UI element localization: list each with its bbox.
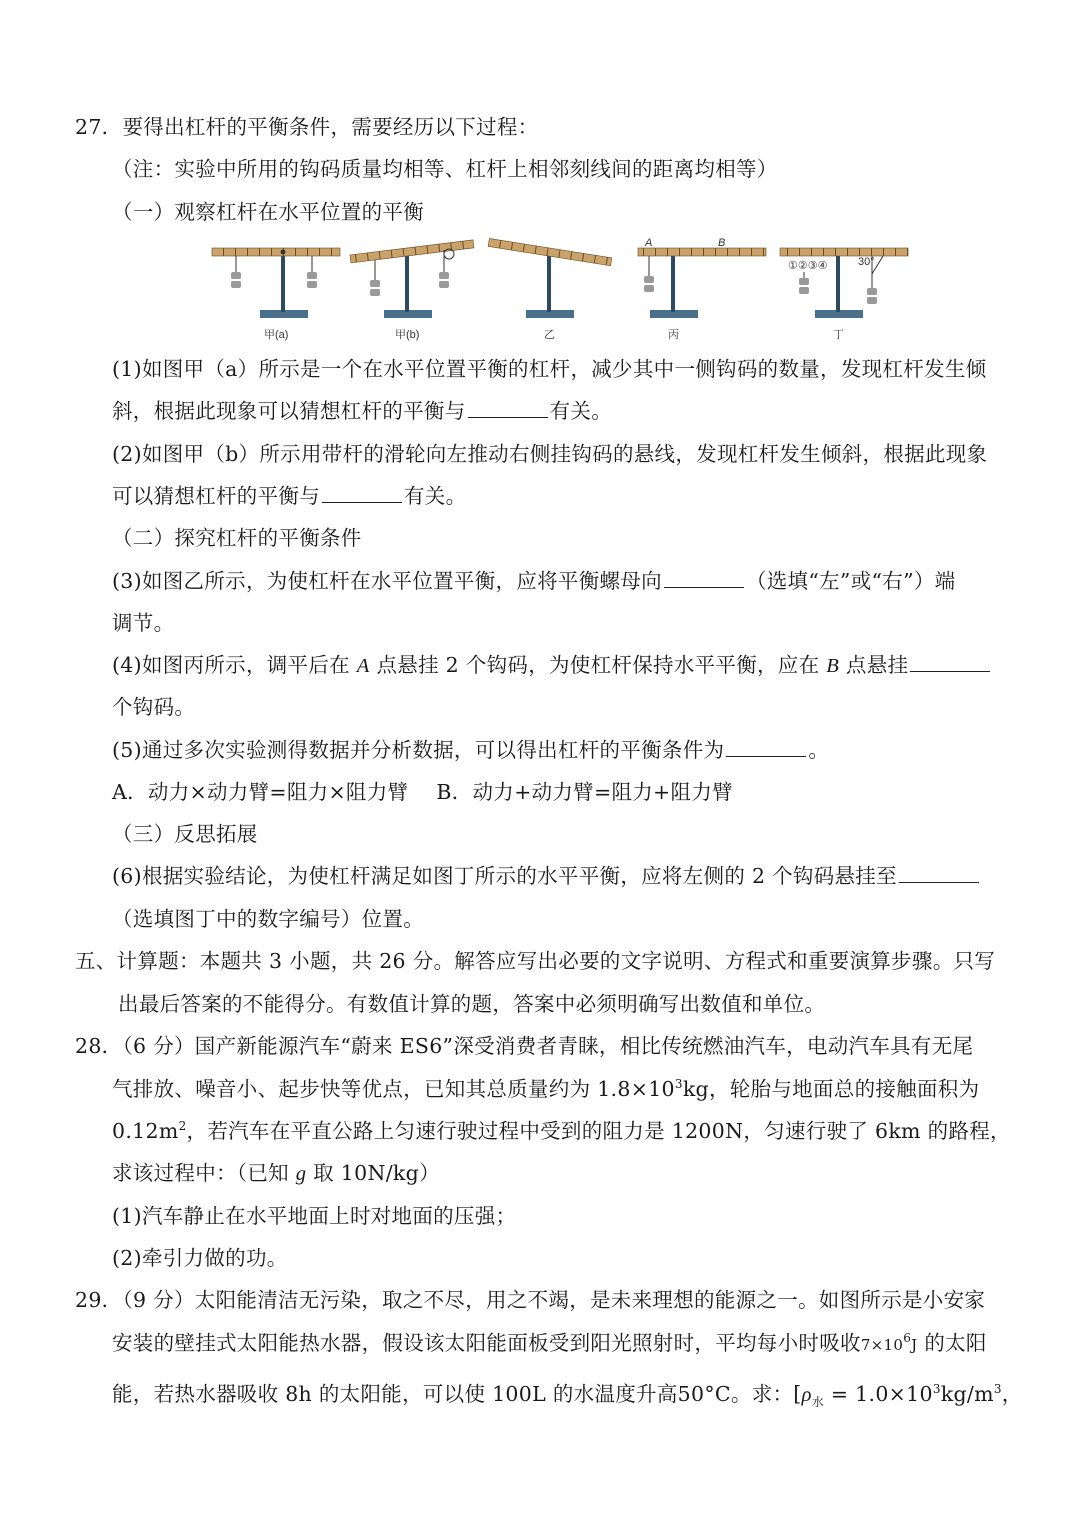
q27-p3-line2: 调节。 xyxy=(112,611,175,635)
label-yi: 乙 xyxy=(544,329,555,341)
figure-ding xyxy=(780,248,908,318)
q27-p2-line1: (2)如图甲（b）所示用带杆的滑轮向左推动右侧挂钩码的悬线，发现杠杆发生倾斜，根据此现象 xyxy=(112,442,988,466)
q27-p6-line2: （选填图丁中的数字编号）位置。 xyxy=(112,907,424,931)
option-a: A．动力×动力臂=阻力×阻力臂 xyxy=(112,780,409,804)
figure-yi xyxy=(488,239,612,318)
q27-p5: (5)通过多次实验测得数据并分析数据，可以得出杠杆的平衡条件为 。 xyxy=(112,738,830,762)
point-b-label: B xyxy=(718,237,726,249)
figure-bing xyxy=(638,237,766,318)
q27-p3-line1: (3)如图乙所示，为使杠杆在水平位置平衡，应将平衡螺母向 （选填“左”或“右”）端 xyxy=(112,569,956,593)
q27-section-1: （一）观察杠杆在水平位置的平衡 xyxy=(112,200,424,224)
q27-p6-line1: (6)根据实验结论，为使杠杆满足如图丁所示的水平平衡，应将左侧的 2 个钩码悬挂至 xyxy=(112,862,981,890)
q27-p4-line1: (4)如图丙所示，调平后在 A 点悬挂 2 个钩码，为使杠杆保持水平平衡，应在 B 点悬挂 xyxy=(112,651,992,680)
q27-p1-line1: (1)如图甲（a）所示是一个在水平位置平衡的杠杆，减少其中一侧钩码的数量，发现杠杆发生倾 xyxy=(112,357,987,381)
figure-jia-b xyxy=(350,240,474,318)
q28-line4: 求该过程中：（已知 g 取 10N/kg） xyxy=(112,1161,440,1185)
point-a-label: A xyxy=(645,237,653,249)
q29-line2: 安装的壁挂式太阳能热水器，假设该太阳能面板受到阳光照射时，平均每小时吸收$7\times 10^6J$ 的太阳 xyxy=(112,1331,987,1355)
section-5-line2: 出最后答案的不能得分。有数值计算的题，答案中必须明确写出数值和单位。 xyxy=(118,992,826,1016)
lever-experiment-figure xyxy=(200,232,920,344)
section-5-line1: 五、计算题：本题共 3 小题，共 26 分。解答应写出必要的文字说明、方程式和重要演算步骤。只写 xyxy=(75,949,996,973)
q27-p1-line2: 斜，根据此现象可以猜想杠杆的平衡与 有关。 xyxy=(112,399,613,423)
q28-sub2: (2)牵引力做的功。 xyxy=(112,1246,288,1270)
label-jia-a: 甲(a) xyxy=(264,329,289,341)
label-jia-b: 甲(b) xyxy=(395,329,420,341)
answer-blank-5[interactable] xyxy=(726,738,806,757)
q28-line3: $0.12m^2$，若汽车在平直公路上匀速行驶过程中受到的阻力是 1200N，匀速行驶了 6km 的路程， xyxy=(112,1119,1011,1143)
q27-p2-line2: 可以猜想杠杆的平衡与 有关。 xyxy=(112,484,467,508)
q27-section-2: （二）探究杠杆的平衡条件 xyxy=(112,526,362,550)
q28-line2: 气排放、噪音小、起步快等优点，已知其总质量约为 $1.8\times 10^3kg$，轮胎与地面总的接触面积为 xyxy=(112,1077,980,1101)
q29-line1: 29．（9 分）太阳能清洁无污染，取之不尽，用之不竭，是未来理想的能源之一。如图所示是小安家 xyxy=(75,1288,986,1312)
position-numbers: ①②③④ xyxy=(788,260,828,272)
option-b: B．动力+动力臂=阻力+阻力臂 xyxy=(436,780,733,804)
figure-jia-a xyxy=(212,248,340,318)
answer-blank-6[interactable] xyxy=(899,864,979,883)
answer-blank-1[interactable] xyxy=(468,399,548,418)
answer-blank-3[interactable] xyxy=(664,569,744,588)
q28-line1: 28．（6 分）国产新能源汽车“蔚来 ES6”深受消费者青睐，相比传统燃油汽车，电动汽车具有无尾 xyxy=(75,1034,974,1058)
q27-options xyxy=(112,778,733,806)
q27-section-3: （三）反思拓展 xyxy=(112,822,258,846)
label-bing: 丙 xyxy=(668,329,679,341)
q27-note: （注：实验中所用的钩码质量均相等、杠杆上相邻刻线间的距离均相等） xyxy=(112,157,778,181)
q27-p4-line2: 个钩码。 xyxy=(112,695,196,719)
answer-blank-4[interactable] xyxy=(910,653,990,672)
answer-blank-2[interactable] xyxy=(322,484,402,503)
angle-label: 30° xyxy=(858,256,875,268)
q27-title: 27．要得出杠杆的平衡条件，需要经历以下过程： xyxy=(75,115,539,139)
label-ding: 丁 xyxy=(833,329,844,341)
q28-sub1: (1)汽车静止在水平地面上时对地面的压强； xyxy=(112,1204,517,1228)
q29-line3: 能，若热水器吸收 8h 的太阳能，可以使 100L 的水温度升高50°C。求：[$\rho_水 = 1.0\times 10^3kg/m^3$， xyxy=(112,1382,1023,1410)
